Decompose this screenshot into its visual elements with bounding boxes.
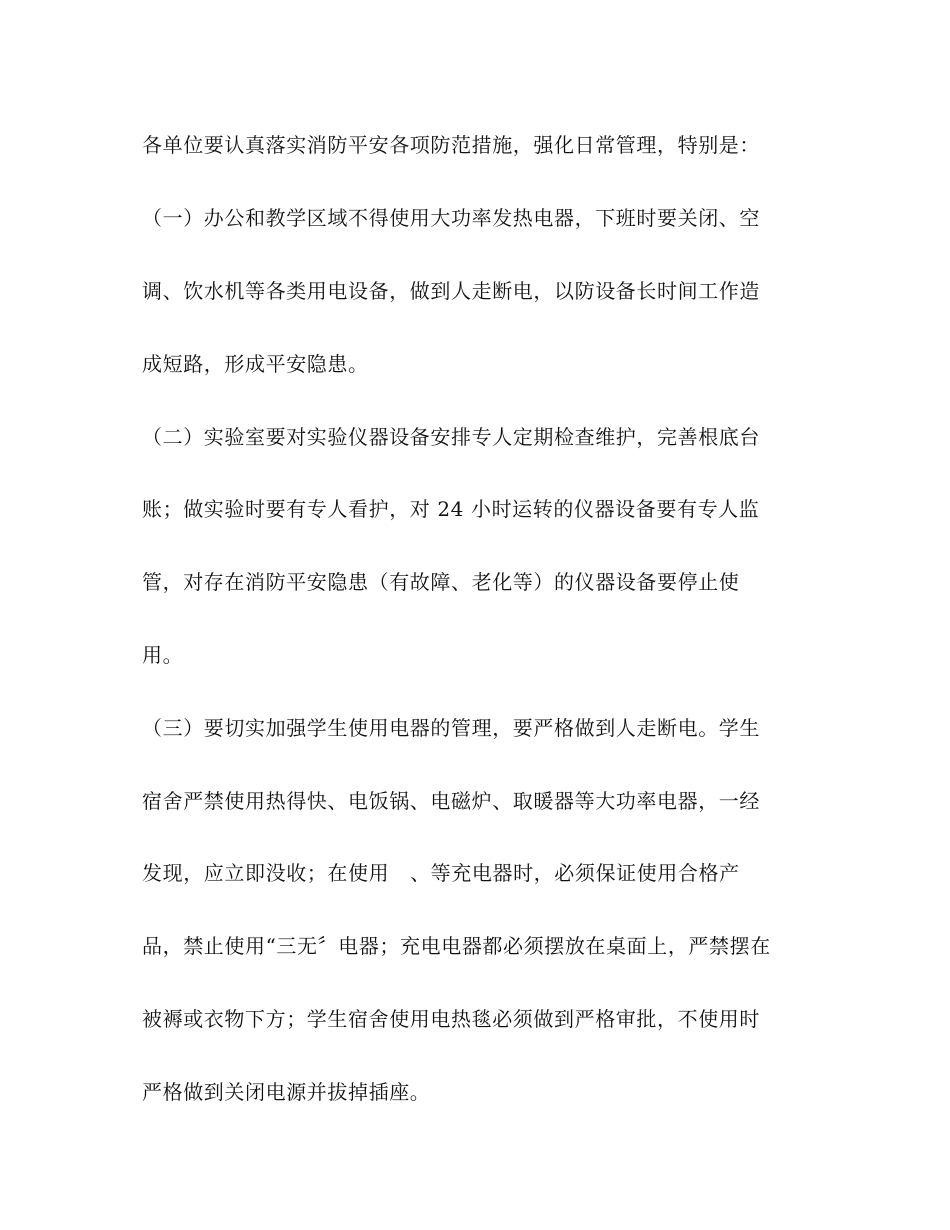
text-line-section-1: （一）办公和教学区域不得使用大功率发热电器，下班时要关闭、空: [142, 206, 760, 230]
text-line-intro: 各单位要认真落实消防平安各项防范措施，强化日常管理，特别是：: [142, 133, 760, 157]
text-line: 管，对存在消防平安隐患（有故障、老化等）的仪器设备要停止使: [142, 570, 740, 594]
text-line: 严格做到关闭电源并拔掉插座。: [142, 1080, 431, 1104]
text-line: 用。: [142, 643, 184, 667]
text-line-section-3: （三）要切实加强学生使用电器的管理，要严格做到人走断电。学生: [142, 716, 760, 740]
text-line: 调、饮水机等各类用电设备，做到人走断电，以防设备长时间工作造: [142, 279, 760, 303]
text-line: 宿舍严禁使用热得快、电饭锅、电磁炉、取暖器等大功率电器，一经: [142, 789, 760, 813]
text-line: 账；做实验时要有专人看护，对 24 小时运转的仪器设备要有专人监: [142, 497, 760, 521]
text-line: 成短路，形成平安隐患。: [142, 352, 369, 376]
text-line: 被褥或衣物下方；学生宿舍使用电热毯必须做到严格审批，不使用时: [142, 1007, 760, 1031]
text-line: 发现，应立即没收；在使用 、等充电器时，必须保证使用合格产: [142, 861, 740, 885]
text-line-section-2: （二）实验室要对实验仪器设备安排专人定期检查维护，完善根底台: [142, 425, 760, 449]
text-line: 品，禁止使用“三无〞电器；充电电器都必须摆放在桌面上，严禁摆在: [142, 934, 771, 958]
